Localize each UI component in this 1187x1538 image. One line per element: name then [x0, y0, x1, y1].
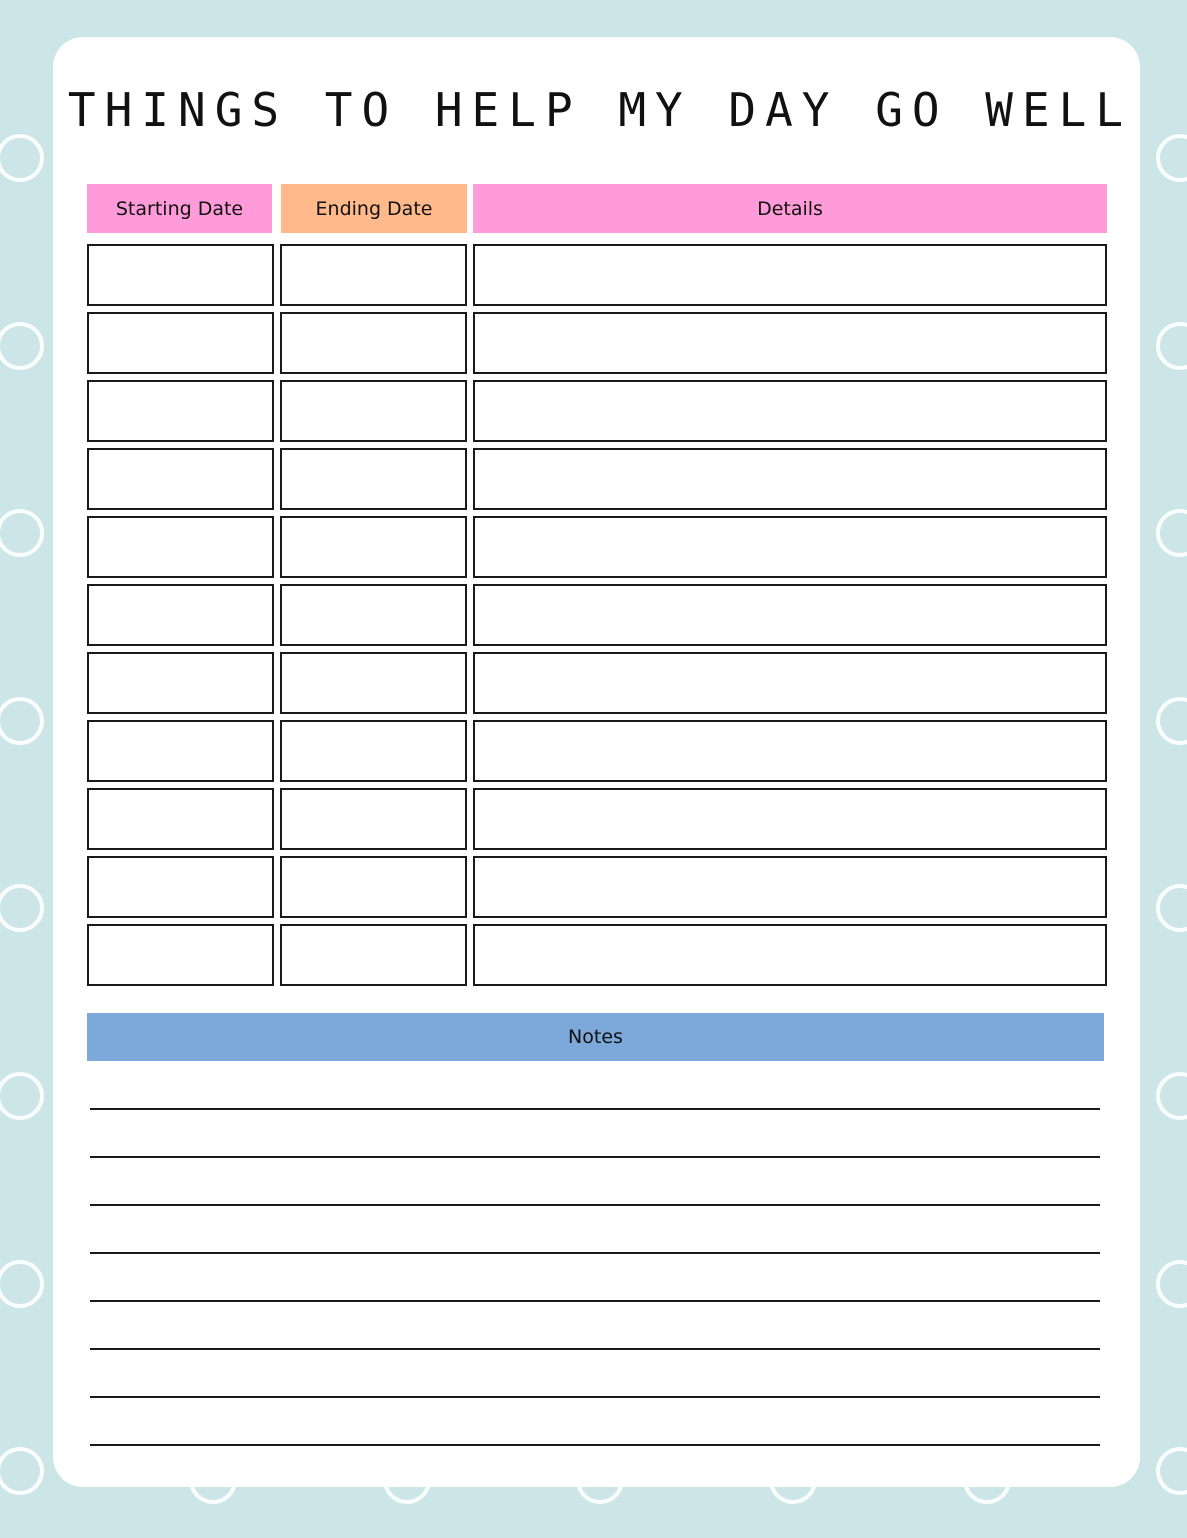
page-title: THINGS TO HELP MY DAY GO WELL [67, 83, 1133, 137]
starting-date-cell[interactable] [87, 788, 274, 850]
starting-date-cell[interactable] [87, 380, 274, 442]
header-starting-date: Starting Date [87, 184, 272, 233]
starting-date-cell[interactable] [87, 924, 274, 986]
notes-line[interactable] [90, 1300, 1100, 1302]
notes-line[interactable] [90, 1108, 1100, 1110]
notes-line[interactable] [90, 1396, 1100, 1398]
notes-line[interactable] [90, 1252, 1100, 1254]
ending-date-cell[interactable] [280, 516, 467, 578]
starting-date-cell[interactable] [87, 856, 274, 918]
starting-date-cell[interactable] [87, 244, 274, 306]
details-cell[interactable] [473, 584, 1107, 646]
starting-date-cell[interactable] [87, 516, 274, 578]
starting-date-cell[interactable] [87, 720, 274, 782]
details-cell[interactable] [473, 448, 1107, 510]
details-cell[interactable] [473, 244, 1107, 306]
notes-line[interactable] [90, 1156, 1100, 1158]
header-ending-date: Ending Date [281, 184, 467, 233]
ending-date-cell[interactable] [280, 924, 467, 986]
ending-date-cell[interactable] [280, 448, 467, 510]
header-details: Details [473, 184, 1107, 233]
ending-date-cell[interactable] [280, 856, 467, 918]
ending-date-cell[interactable] [280, 584, 467, 646]
ending-date-cell[interactable] [280, 244, 467, 306]
details-cell[interactable] [473, 720, 1107, 782]
ending-date-cell[interactable] [280, 788, 467, 850]
notes-header: Notes [87, 1013, 1104, 1061]
ending-date-cell[interactable] [280, 380, 467, 442]
details-cell[interactable] [473, 924, 1107, 986]
details-cell[interactable] [473, 380, 1107, 442]
ending-date-cell[interactable] [280, 652, 467, 714]
notes-line[interactable] [90, 1444, 1100, 1446]
ending-date-cell[interactable] [280, 312, 467, 374]
starting-date-cell[interactable] [87, 652, 274, 714]
starting-date-cell[interactable] [87, 312, 274, 374]
notes-line[interactable] [90, 1204, 1100, 1206]
details-cell[interactable] [473, 652, 1107, 714]
details-cell[interactable] [473, 788, 1107, 850]
starting-date-cell[interactable] [87, 448, 274, 510]
notes-line[interactable] [90, 1348, 1100, 1350]
details-cell[interactable] [473, 516, 1107, 578]
ending-date-cell[interactable] [280, 720, 467, 782]
details-cell[interactable] [473, 856, 1107, 918]
details-cell[interactable] [473, 312, 1107, 374]
starting-date-cell[interactable] [87, 584, 274, 646]
